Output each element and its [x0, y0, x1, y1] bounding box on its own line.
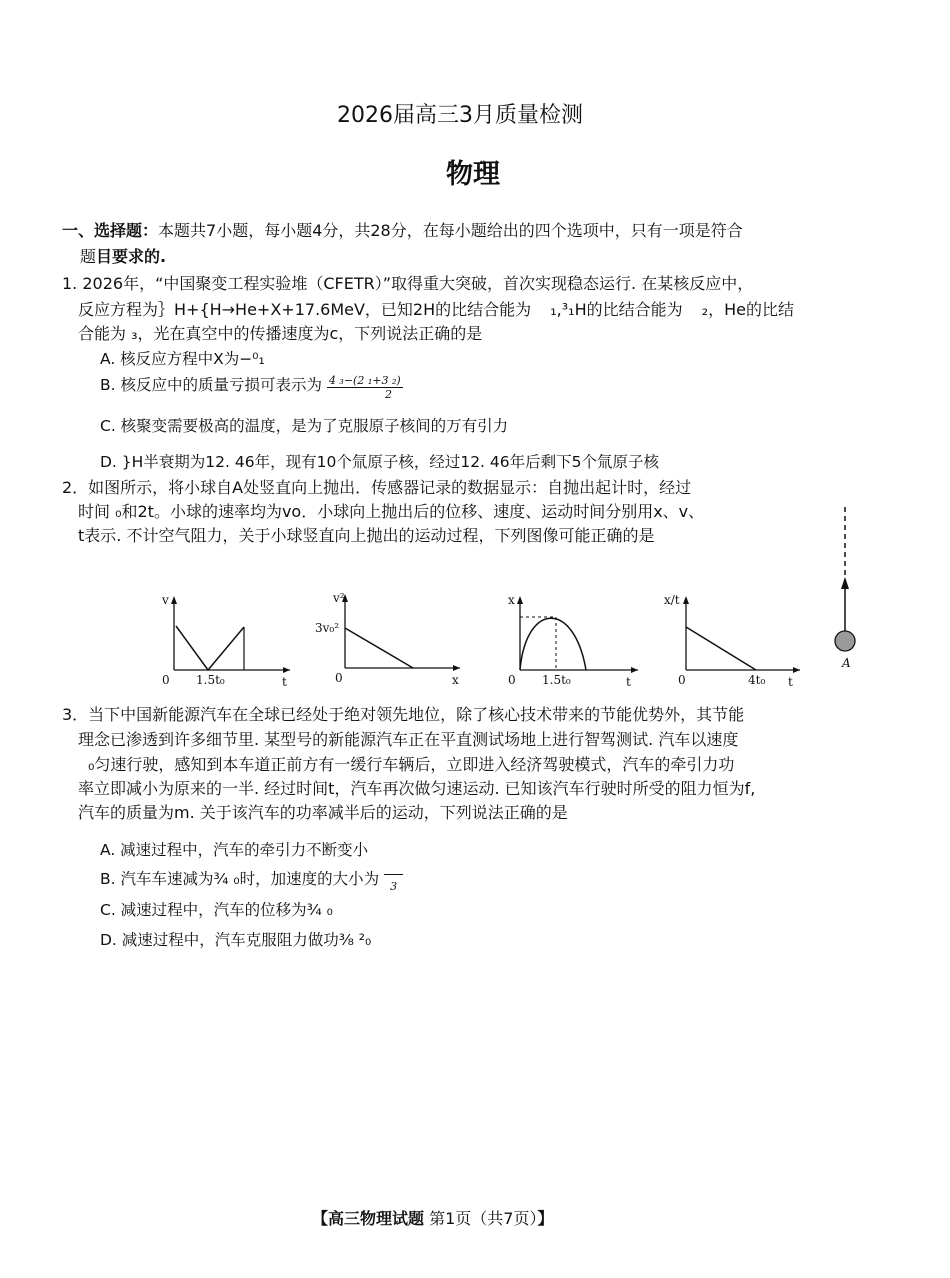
q3-option-d: D. 减速过程中，汽车克服阻力做功³⁄₈ ²₀ — [100, 931, 372, 949]
section-desc2-bold: 目要求的. — [96, 247, 167, 266]
q1-line3: 合能为 ₃，光在真空中的传播速度为c，下列说法正确的是 — [78, 324, 483, 343]
section-desc-line2 — [80, 245, 166, 269]
graph-a-ylabel: v — [162, 593, 169, 607]
graph-a-xlabel: t — [282, 675, 287, 689]
graph-b-xlabel: x — [452, 673, 459, 687]
q1-option-d: D. }H半衰期为12. 46年，现有10个氚原子核，经过12. 46年后剩下5个氚原子核 — [100, 453, 659, 471]
q3-option-a: A. 减速过程中，汽车的牵引力不断变小 — [100, 841, 369, 859]
q3-option-c: C. 减速过程中，汽车的位移为³⁄₄ ₀ — [100, 901, 333, 919]
graph-c-ylabel: x — [508, 593, 515, 607]
page-title: 2026届高三3月质量检测 — [337, 103, 583, 128]
footer-right-bracket: 】 — [537, 1209, 554, 1228]
q3-option-b — [100, 867, 403, 893]
q3-option-b-text: B. 汽车车速减为³⁄₄ ₀时，加速度的大小为 — [100, 870, 380, 888]
graph-a-y-arrow — [171, 596, 177, 604]
graph-b-origin: 0 — [335, 671, 343, 685]
q3-line5: 汽车的质量为m. 关于该汽车的功率减半后的运动，下列说法正确的是 — [78, 803, 568, 822]
graph-d-y-arrow — [683, 596, 689, 604]
q1-line2a: 反应方程为｝H+{H→He+X+17.6MeV，已知2H的比结合能为 — [78, 300, 532, 319]
page-footer — [312, 1206, 554, 1229]
graph-c-curve — [520, 618, 586, 670]
footer-left-bracket: 【 — [312, 1209, 329, 1228]
graph-d-x-arrow — [793, 667, 800, 673]
section-desc2-prefix: 题 — [80, 247, 97, 266]
graph-d-origin: 0 — [678, 673, 686, 687]
graph-c-origin: 0 — [508, 673, 516, 687]
graph-b-ylabel: v² — [333, 591, 345, 605]
graph-d-xlabel: t — [788, 675, 793, 689]
ball-diagram — [825, 505, 865, 675]
graph-a-x-arrow — [283, 667, 290, 673]
graph-d — [662, 590, 807, 695]
graph-a — [148, 590, 298, 695]
q1-line2c: ₂，He的比结 — [701, 300, 794, 319]
q3-line4: 率立即减小为原来的一半. 经过时间t，汽车再次做匀速运动. 已知该汽车行驶时所受的阻力恒为f, — [78, 779, 756, 798]
graph-a-origin: 0 — [162, 673, 170, 687]
q2-line3: t表示. 不计空气阻力，关于小球竖直向上抛出的运动过程，下列图像可能正确的是 — [78, 526, 655, 545]
q1-option-a: A. 核反应方程中X为−⁰₁ — [100, 350, 265, 368]
footer-name: 高三物理试题 — [328, 1209, 425, 1228]
section-heading: 一、选择题： — [62, 221, 159, 240]
q1-option-b-formula — [327, 367, 403, 401]
q1-option-c: C. 核聚变需要极高的温度，是为了克服原子核间的万有引力 — [100, 417, 509, 435]
q1-line2b: ₁,³₁H的比结合能为 — [550, 300, 683, 319]
section-desc: 本题共7小题，每小题4分，共28分，在每小题给出的四个选项中，只有一项是符合 — [158, 221, 743, 240]
q1-option-b-denominator: 2 — [384, 388, 392, 401]
graph-b-line — [345, 628, 413, 668]
graph-c-tick: 1.5t₀ — [542, 673, 571, 687]
q3-line2: 理念已渗透到许多细节里. 某型号的新能源汽车正在平直测试场地上进行智驾测试. 汽车以速度 — [78, 730, 739, 749]
graph-b-x-arrow — [453, 665, 460, 671]
section-heading-line — [62, 219, 743, 243]
graph-d-tick: 4t₀ — [748, 673, 766, 687]
graph-a-tick: 1.5t₀ — [196, 673, 225, 687]
graph-a-curve — [176, 626, 244, 670]
graph-c-x-arrow — [631, 667, 638, 673]
q2-line2: 时间 ₀和2t。小球的速率均为vo．小球向上抛出后的位移、速度、运动时间分别用x、v、 — [78, 502, 705, 521]
graph-c — [500, 590, 645, 695]
graph-b — [315, 588, 465, 693]
subject-title: 物理 — [446, 159, 500, 190]
q3-option-b-fraction: 3 — [384, 874, 403, 899]
q1-line1: 1. 2026年，“中国聚变工程实验堆（CFETR）”取得重大突破，首次实现稳态运行. 在某核反应中， — [62, 274, 754, 293]
graph-d-line — [686, 627, 756, 670]
ball — [835, 631, 855, 651]
graph-c-y-arrow — [517, 596, 523, 604]
q3-line3: ₀匀速行驶，感知到本车道正前方有一缓行车辆后，立即进入经济驾驶模式，汽车的牵引力功 — [88, 755, 735, 774]
q1-option-b-text: B. 核反应中的质量亏损可表示为 — [100, 376, 322, 394]
graph-b-tick: 3v₀² — [315, 621, 340, 635]
graph-c-xlabel: t — [626, 675, 631, 689]
q3-line1: 3．当下中国新能源汽车在全球已经处于绝对领先地位，除了核心技术带来的节能优势外，其节能 — [62, 705, 745, 724]
graph-d-ylabel: x/t — [664, 593, 680, 607]
q2-line1: 2．如图所示，将小球自A处竖直向上抛出．传感器记录的数据显示：自抛出起计时，经过 — [62, 478, 692, 497]
q1-option-b — [100, 373, 403, 399]
ball-arrow — [841, 577, 849, 589]
footer-page: 第1页（共7页） — [424, 1209, 538, 1228]
q1-option-b-numerator: 4 ₃−(2 ₁+3 ₂) — [328, 374, 401, 387]
ball-label: A — [842, 656, 851, 670]
q1-line2 — [78, 298, 794, 322]
